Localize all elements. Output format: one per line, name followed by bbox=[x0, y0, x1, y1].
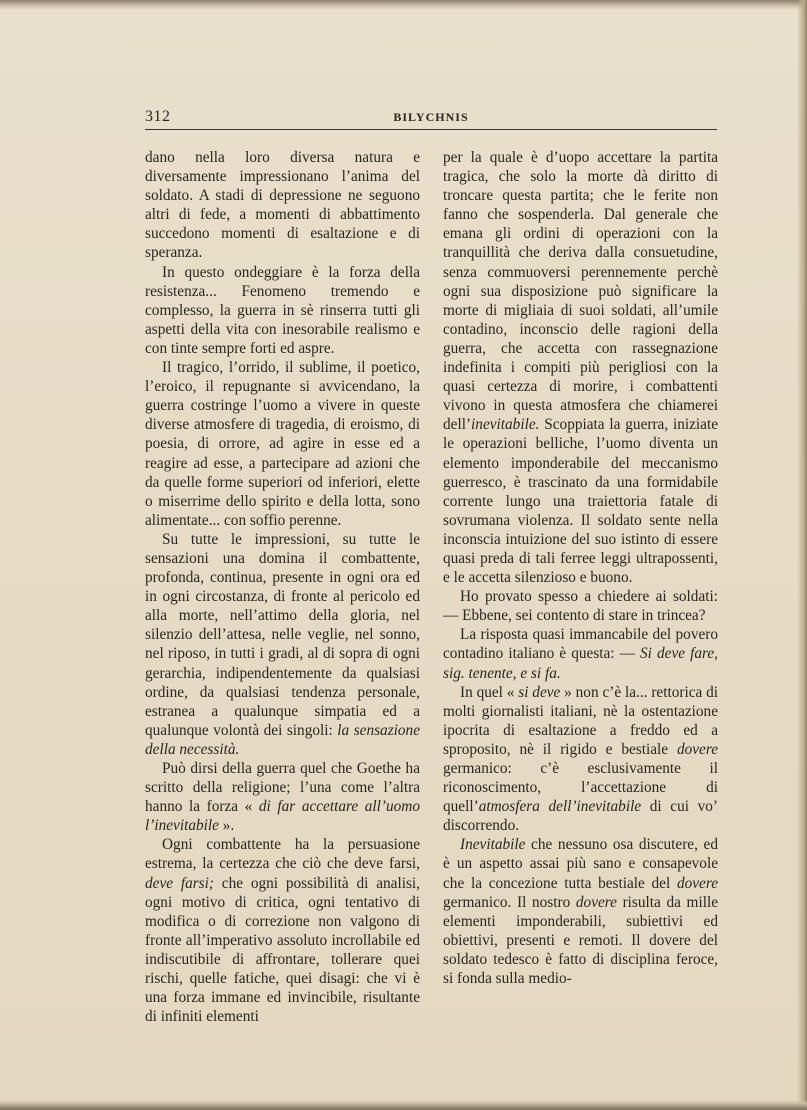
page-top-edge bbox=[0, 0, 807, 10]
paragraph bbox=[443, 148, 718, 587]
italic-text: atmosfera dell’inevitabile bbox=[478, 798, 642, 816]
left-column bbox=[145, 148, 420, 1026]
text-run: per la quale è d’uopo accettare la partita tragica, che solo la morte dà diritto di troncare questa partita; che le ferite non fanno che sospenderla. Dal generale che emana gli ordini di operazioni con la tranquillità che deriva dalla consuetudine, senza commuoversi perennemente perchè ogni sua disposizione può significare la morte di migliaia di suoi soldati, all’umile contadino, inconscio delle ragioni della guerra, che accetta con rassegnazione indefinita i compiti più perigliosi con la quasi certezza di morire, i combattenti vivono in questa atmosfera che chiamerei dell’ bbox=[443, 149, 718, 434]
italic-text: deve farsi; bbox=[145, 874, 214, 892]
italic-text: di far accettare all’uomo l’inevitabile bbox=[145, 798, 420, 835]
text-run: dano nella loro diversa natura e diversamente impressionano l’anima del soldato. A stadi di depressione ne seguono altri di fede, a momenti di abbattimento succedono momenti di esaltazione e di speranza. bbox=[145, 149, 420, 262]
italic-text: si deve bbox=[518, 683, 561, 701]
text-run: In questo ondeggiare è la forza della resistenza... Fenomeno tremendo e complesso, la guerra in sè rinserra tutti gli aspetti della vita con inesorabile realismo e con tinte sempre forti ed aspre. bbox=[145, 263, 420, 357]
text-run: Il tragico, l’orrido, il sublime, il poetico, l’eroico, il repugnante si avvicendano, la guerra costringe l’uomo a vivere in queste diverse atmosfere di tragedia, di eroismo, di poesia, di orrore, ad agire in esse ed a reagire ad esse, a partecipare ad azioni che da quelle forme superiori od inferiori, elette o miserrime dello spirito e della lotta, sono alimentate... con soffio perenne. bbox=[145, 359, 420, 529]
italic-text: dovere bbox=[676, 874, 718, 892]
text-run: germanico. Il nostro bbox=[443, 893, 576, 911]
paragraph bbox=[145, 263, 420, 358]
page-number: 312 bbox=[145, 108, 171, 125]
running-title: BILYCHNIS bbox=[393, 110, 469, 124]
text-run: che ogni possibilità di analisi, ogni motivo di critica, ogni tentativo di modifica o di correzione non valgono di fronte all’imperativo assoluto incrollabile ed indiscutibile di affrontare, tollerare quei rischi, quelle fatiche, quei disagi: che vi è una forza immane ed invincibile, risultante di infiniti elementi bbox=[145, 874, 420, 1026]
text-run: risulta da mille elementi imponderabili, subiettivi ed obiettivi, presenti e remoti. Il dovere del soldato tedesco è fatto di disciplina feroce, si fonda sulla medio- bbox=[443, 893, 718, 988]
paragraph bbox=[443, 835, 718, 988]
text-run: germanico: c’è esclusivamente il riconoscimento, l’accettazione di quell’ bbox=[443, 760, 718, 816]
paragraph bbox=[443, 683, 718, 836]
paragraph bbox=[145, 148, 420, 263]
italic-text: inevitabile. bbox=[471, 416, 540, 434]
italic-text: la sensazione della necessità. bbox=[145, 721, 420, 758]
text-run: che nessuno osa discutere, ed è un aspetto assai più sano e consapevole che la concezione tutta bestiale del bbox=[443, 836, 718, 892]
text-run: In quel « bbox=[460, 683, 519, 701]
italic-text: Si deve fare, sig. tenente, e si fa. bbox=[443, 645, 719, 682]
header-rule bbox=[145, 129, 717, 130]
paragraph bbox=[145, 530, 420, 759]
text-run: La risposta quasi immancabile del povero contadino italiano è questa: — bbox=[443, 626, 718, 663]
italic-text: dovere bbox=[575, 893, 617, 911]
paragraph bbox=[443, 625, 718, 682]
text-run: Ogni combattente ha la persuasione estrema, la certezza che ciò che deve farsi, bbox=[145, 836, 420, 873]
paragraph bbox=[145, 759, 420, 835]
paragraph bbox=[443, 587, 718, 625]
page-bottom-edge bbox=[0, 1100, 807, 1110]
text-run: Scoppiata la guerra, iniziate le operazioni belliche, l’uomo diventa un elemento imponderabile del meccanismo guerresco, è trascinato da una formidabile corrente lungo una traiettoria fatale di sovrumana violenza. Il soldato sente nella inconscia intuizione del suo istinto di essere quasi preda di tali ferree leggi ultrapossenti, e le accetta silenzioso e buono. bbox=[443, 416, 718, 587]
paragraph bbox=[145, 835, 420, 1026]
page-right-edge bbox=[797, 0, 807, 1110]
italic-text: dovere bbox=[676, 740, 718, 758]
page-header bbox=[145, 108, 717, 128]
text-run: ». bbox=[218, 817, 235, 835]
text-run: di cui vo’ discorrendo. bbox=[443, 798, 718, 835]
text-run: Può dirsi della guerra quel che Goethe ha scritto della religione; l’una come l’altra hanno la forza « bbox=[145, 760, 420, 816]
right-column bbox=[443, 148, 718, 988]
paragraph bbox=[145, 358, 420, 530]
text-run: » non c’è la... rettorica di molti giornalisti italiani, nè la ostentazione ipocrita di esaltazione a freddo ed a sproposito, nè il rigido e bestiale bbox=[443, 683, 719, 758]
text-run: Ho provato spesso a chiedere ai soldati: — Ebbene, sei contento di stare in trincea? bbox=[443, 588, 718, 625]
italic-text: Inevitabile bbox=[460, 836, 526, 854]
text-run: Su tutte le impressioni, su tutte le sensazioni una domina il combattente, profonda, continua, presente in ogni ora ed in ogni circostanza, di fronte al pericolo ed alla morte, nell’attimo della gloria, nel silenzio dell’attesa, nelle veglie, nel sonno, nel riposo, in tutti i gradi, al di sopra di ogni gerarchia, indipendentemente da qualsiasi ordine, da qualsiasi tendenza personale, estranea a qualunque simpatia ed a qualunque volontà dei singoli: bbox=[145, 530, 420, 739]
